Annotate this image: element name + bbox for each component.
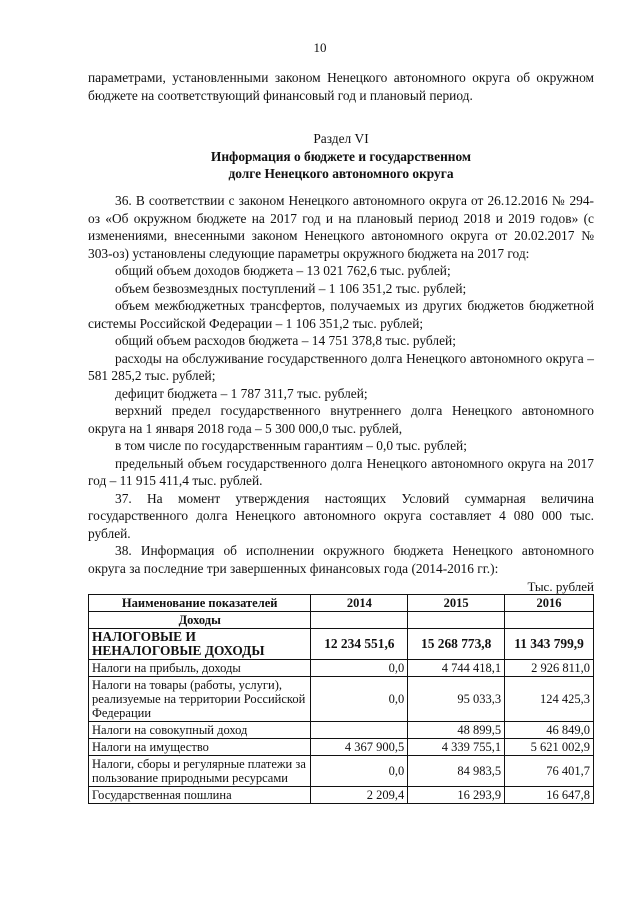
value-2015: 95 033,3: [408, 677, 505, 722]
value-2014: 0,0: [311, 756, 408, 787]
value-2015: 84 983,5: [408, 756, 505, 787]
header-name: Наименование показателей: [89, 595, 311, 612]
value-2016: 5 621 002,9: [505, 739, 594, 756]
header-2014: 2014: [311, 595, 408, 612]
table-row: [89, 756, 594, 787]
row-name: Налоги на совокупный доход: [89, 722, 311, 739]
row-name: НАЛОГОВЫЕ И НЕНАЛОГОВЫЕ ДОХОДЫ: [89, 629, 311, 660]
param-item: в том числе по государственным гарантиям – 0,0 тыс. рублей;: [115, 438, 467, 453]
table-row: [89, 660, 594, 677]
row-name: Налоги, сборы и регулярные платежи за пользование природными ресурсами: [89, 756, 311, 787]
table-row: [89, 787, 594, 804]
value-2014: 2 209,4: [311, 787, 408, 804]
paragraph-37: 37. На момент утверждения настоящих Условий суммарная величина государственного долга Ненецкого автономного округа составляет 4 080 000 тыс. рублей.: [88, 490, 594, 541]
table-subheader-row: [89, 612, 594, 629]
intro-paragraph: [88, 69, 594, 104]
param-item: предельный объем государственного долга Ненецкого автономного округа на 2017 год – 11 915 411,4 тыс. рублей.: [88, 455, 594, 488]
section-heading: [88, 130, 594, 183]
value-2015: 4 744 418,1: [408, 660, 505, 677]
value-2015: 15 268 773,8: [408, 629, 505, 660]
value-2014: 12 234 551,6: [311, 629, 408, 660]
value-2014: 0,0: [311, 677, 408, 722]
value-2014: 0,0: [311, 660, 408, 677]
value-2014: [311, 722, 408, 739]
value-2016: 46 849,0: [505, 722, 594, 739]
value-2016: 76 401,7: [505, 756, 594, 787]
section-label: Раздел VI: [313, 131, 369, 146]
header-2016: 2016: [505, 595, 594, 612]
units-label: Тыс. рублей: [527, 579, 594, 594]
table-total-row: [89, 629, 594, 660]
header-2015: 2015: [408, 595, 505, 612]
param-item: расходы на обслуживание государственного долга Ненецкого автономного округа – 581 285,2 тыс. рублей;: [88, 350, 594, 383]
table-row: [89, 677, 594, 722]
value-2016: 2 926 811,0: [505, 660, 594, 677]
section-body: [88, 192, 594, 577]
section-title-line1: Информация о бюджете и государственном: [210, 148, 472, 164]
subheader-income: Доходы: [89, 612, 311, 629]
paragraph-38: 38. Информация об исполнении окружного бюджета Ненецкого автономного округа за последние три завершенных финансовых года (2014-2016 гг.):: [88, 543, 594, 576]
value-2015: 4 339 755,1: [408, 739, 505, 756]
param-item: общий объем доходов бюджета – 13 021 762,6 тыс. рублей;: [115, 263, 451, 278]
param-item: общий объем расходов бюджета – 14 751 378,8 тыс. рублей;: [115, 333, 456, 348]
row-name: Налоги на имущество: [89, 739, 311, 756]
value-2016: 16 647,8: [505, 787, 594, 804]
row-name: Государственная пошлина: [89, 787, 311, 804]
page-number: 10: [313, 40, 327, 55]
param-item: объем безвозмездных поступлений – 1 106 351,2 тыс. рублей;: [115, 280, 467, 296]
table-row: [89, 722, 594, 739]
value-2014: 4 367 900,5: [311, 739, 408, 756]
paragraph-36: 36. В соответствии с законом Ненецкого автономного округа от 26.12.2016 № 294-оз «Об окружном бюджете на 2017 год и на плановый период 2018 и 2019 годов» (с изменениями, внесенными законом Ненецкого автономного округа от 20.02.2017 № 303-оз) установлены следующие параметры окружного бюджета на 2017 год:: [88, 193, 594, 261]
table-header-row: [89, 595, 594, 612]
param-item: верхний предел государственного внутреннего долга Ненецкого автономного округа на 1 января 2018 года – 5 300 000,0 тыс. рублей,: [88, 403, 594, 436]
section-title-line2: долге Ненецкого автономного округа: [228, 166, 454, 181]
value-2016: 11 343 799,9: [505, 629, 594, 660]
table-row: [89, 739, 594, 756]
intro-text: параметрами, установленными законом Ненецкого автономного округа об окружном бюджете на соответствующий финансовый год и плановый период.: [88, 70, 594, 103]
value-2015: 16 293,9: [408, 787, 505, 804]
value-2015: 48 899,5: [408, 722, 505, 739]
row-name: Налоги на прибыль, доходы: [89, 660, 311, 677]
row-name: Налоги на товары (работы, услуги), реализуемые на территории Российской Федерации: [89, 677, 311, 722]
param-item: объем межбюджетных трансфертов, получаемых из других бюджетов бюджетной системы Российской Федерации – 1 106 351,2 тыс. рублей;: [88, 298, 594, 331]
param-item: дефицит бюджета – 1 787 311,7 тыс. рублей;: [115, 385, 368, 401]
budget-table: [88, 594, 594, 804]
value-2016: 124 425,3: [505, 677, 594, 722]
